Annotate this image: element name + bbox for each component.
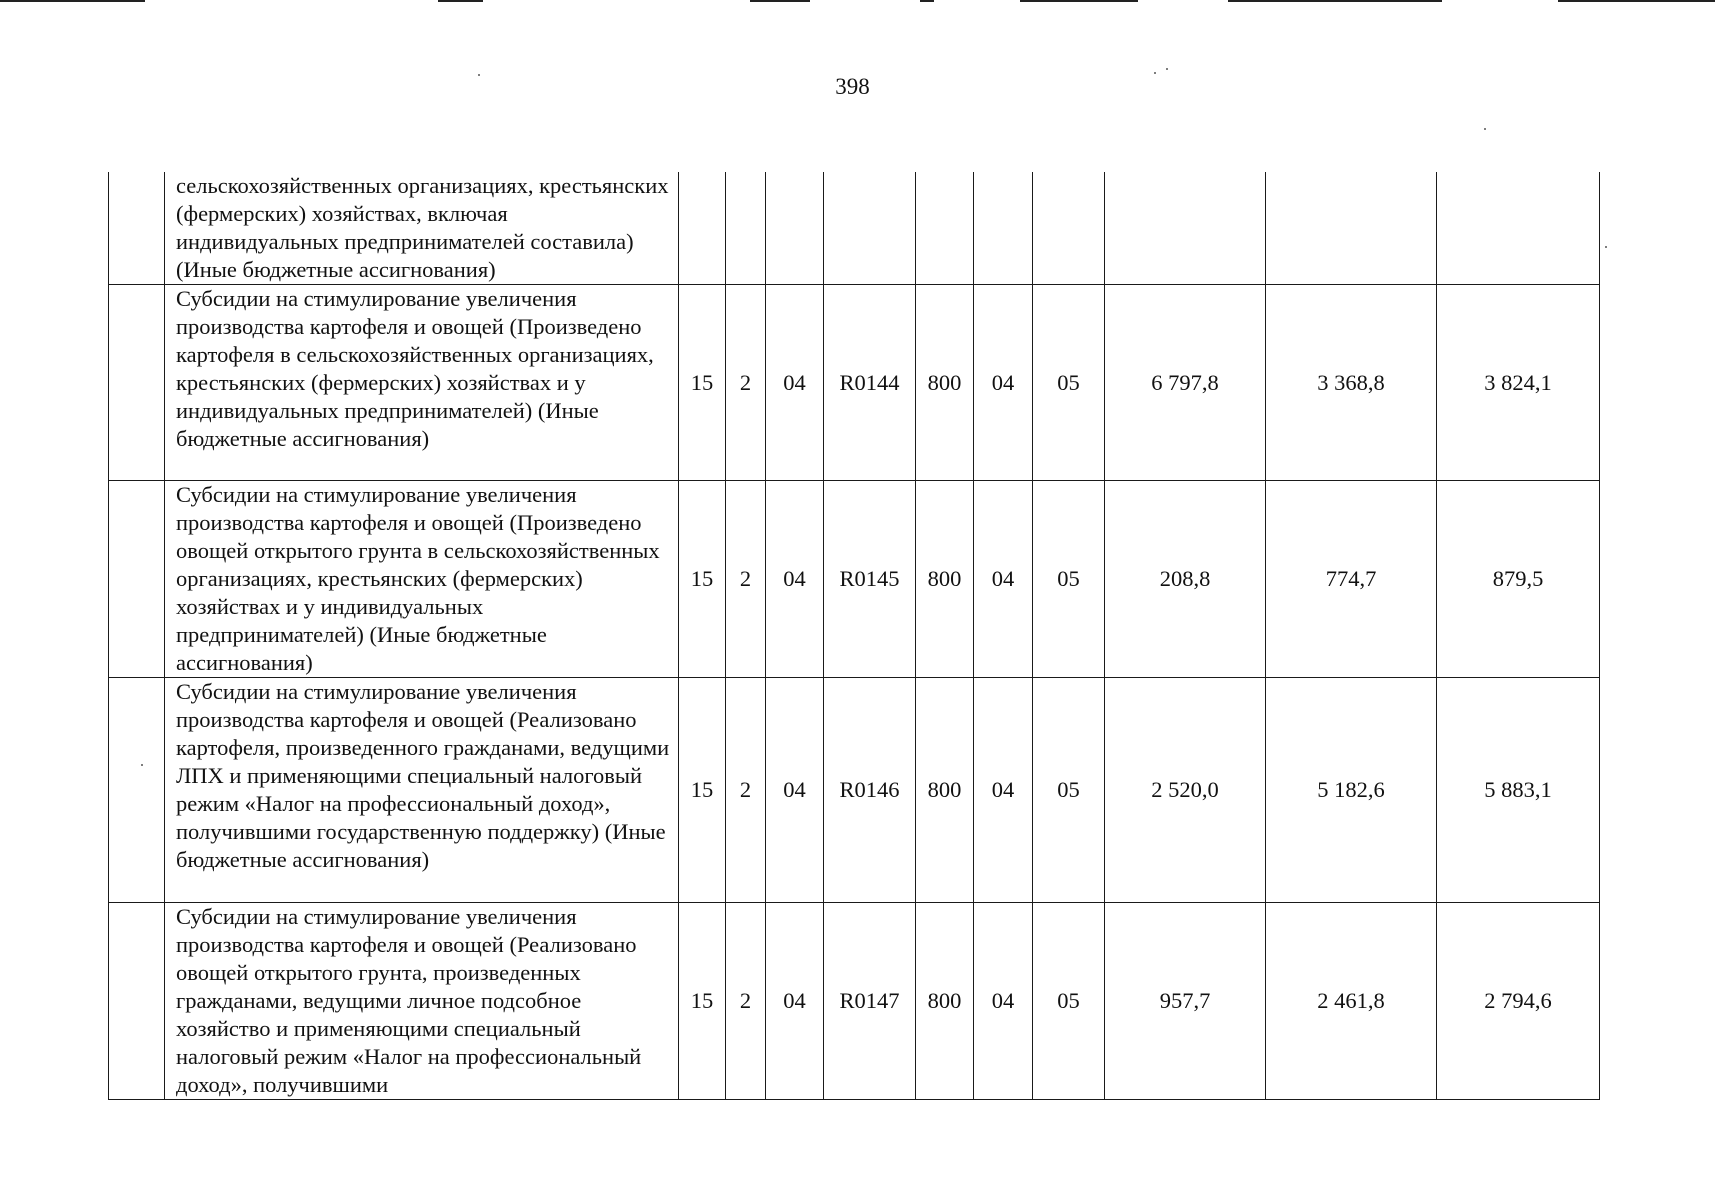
code-cell-7 (1033, 172, 1105, 285)
code-cell-1 (679, 172, 726, 285)
code-cell-5: 800 (916, 678, 974, 903)
code-cell-2 (726, 172, 766, 285)
page-number: 398 (835, 74, 870, 99)
code-cell-7: 05 (1033, 678, 1105, 903)
table-row (109, 285, 1600, 481)
code-cell-6: 04 (974, 903, 1033, 1100)
code-cell-7: 05 (1033, 481, 1105, 678)
code-cell-2: 2 (726, 481, 766, 678)
value-cell-1: 957,7 (1105, 903, 1266, 1100)
code-cell-1: 15 (679, 285, 726, 481)
scan-edge-line (438, 0, 483, 2)
description-cell: Субсидии на стимулирование увеличения производства картофеля и овощей (Произведено овощей открытого грунта в сельскохозяйственных организациях, крестьянских (фермерских) хозяйствах и у индивидуальных предпринимателей) (Иные бюджетные ассигнования) (165, 481, 679, 678)
scan-speck (1605, 246, 1607, 248)
code-cell-6: 04 (974, 285, 1033, 481)
code-cell-5: 800 (916, 481, 974, 678)
description-cell: Субсидии на стимулирование увеличения производства картофеля и овощей (Реализовано овощей открытого грунта, произведенных гражданами, ведущими личное подсобное хозяйство и применяющими специальный налоговый режим «Налог на профессиональный доход», получившими (165, 903, 679, 1100)
value-cell-1: 6 797,8 (1105, 285, 1266, 481)
code-cell-5: 800 (916, 903, 974, 1100)
code-cell-7: 05 (1033, 285, 1105, 481)
value-cell-3: 3 824,1 (1437, 285, 1600, 481)
scan-edge-line (1228, 0, 1442, 2)
scan-speck (1166, 68, 1168, 70)
code-cell-6: 04 (974, 678, 1033, 903)
code-cell-3: 04 (766, 481, 824, 678)
value-cell-1: 208,8 (1105, 481, 1266, 678)
code-cell-2: 2 (726, 678, 766, 903)
value-cell-2: 3 368,8 (1266, 285, 1437, 481)
value-cell-2 (1266, 172, 1437, 285)
code-cell-1: 15 (679, 903, 726, 1100)
description-cell: Субсидии на стимулирование увеличения производства картофеля и овощей (Произведено картофеля в сельскохозяйственных организациях, крестьянских (фермерских) хозяйствах и у индивидуальных предпринимателей) (Иные бюджетные ассигнования) (165, 285, 679, 481)
code-cell-5 (916, 172, 974, 285)
value-cell-2: 774,7 (1266, 481, 1437, 678)
description-cell: сельскохозяйственных организациях, крестьянских (фермерских) хозяйствах, включая индивидуальных предпринимателей составила) (Иные бюджетные ассигнования) (165, 172, 679, 285)
code-cell-3: 04 (766, 903, 824, 1100)
table-row (109, 172, 1600, 285)
code-cell-1: 15 (679, 481, 726, 678)
code-cell-3: 04 (766, 285, 824, 481)
value-cell-2: 5 182,6 (1266, 678, 1437, 903)
code-cell-5: 800 (916, 285, 974, 481)
value-cell-3: 879,5 (1437, 481, 1600, 678)
code-cell-4: R0145 (824, 481, 916, 678)
code-cell-4: R0144 (824, 285, 916, 481)
value-cell-1 (1105, 172, 1266, 285)
row-number-cell (109, 903, 165, 1100)
budget-table (108, 172, 1600, 1100)
description-cell: Субсидии на стимулирование увеличения производства картофеля и овощей (Реализовано картофеля, произведенного гражданами, ведущими ЛПХ и применяющими специальный налоговый режим «Налог на профессиональный доход», получившими государственную поддержку) (Иные бюджетные ассигнования) (165, 678, 679, 903)
code-cell-4: R0146 (824, 678, 916, 903)
row-number-cell (109, 678, 165, 903)
code-cell-4 (824, 172, 916, 285)
code-cell-3: 04 (766, 678, 824, 903)
code-cell-1: 15 (679, 678, 726, 903)
code-cell-3 (766, 172, 824, 285)
code-cell-6 (974, 172, 1033, 285)
scan-edge-line (920, 0, 934, 2)
scan-edge-line (0, 0, 145, 2)
scan-edge-line (1020, 0, 1138, 2)
code-cell-4: R0147 (824, 903, 916, 1100)
value-cell-3: 5 883,1 (1437, 678, 1600, 903)
table-row (109, 903, 1600, 1100)
scan-edge-line (1558, 0, 1715, 2)
value-cell-3 (1437, 172, 1600, 285)
code-cell-2: 2 (726, 903, 766, 1100)
code-cell-7: 05 (1033, 903, 1105, 1100)
row-number-cell (109, 481, 165, 678)
value-cell-1: 2 520,0 (1105, 678, 1266, 903)
code-cell-6: 04 (974, 481, 1033, 678)
code-cell-2: 2 (726, 285, 766, 481)
scan-edge-line (750, 0, 810, 2)
value-cell-2: 2 461,8 (1266, 903, 1437, 1100)
row-number-cell (109, 172, 165, 285)
table-row (109, 678, 1600, 903)
value-cell-3: 2 794,6 (1437, 903, 1600, 1100)
row-number-cell (109, 285, 165, 481)
scan-speck (1484, 128, 1486, 130)
table-row (109, 481, 1600, 678)
